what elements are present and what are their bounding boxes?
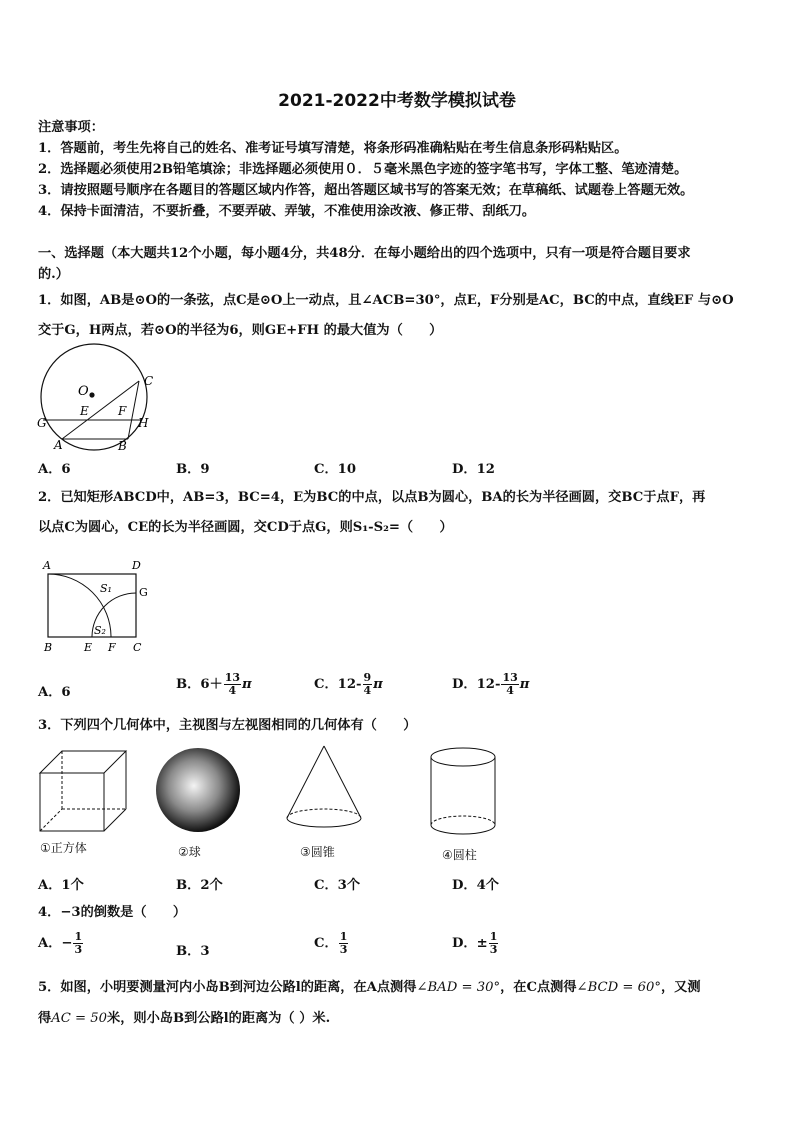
cylinder-top [431, 748, 495, 766]
label-s1: S₁ [100, 582, 112, 595]
q4-option-c[interactable] [314, 931, 349, 956]
option-prefix: 6＋ [200, 677, 223, 692]
caption-cylinder: ④圆柱 [442, 848, 477, 862]
segment-bc [128, 381, 139, 439]
label-s2: S₂ [94, 624, 106, 637]
circle-o [41, 344, 147, 450]
cylinder-figure [428, 745, 500, 841]
label-g: G [139, 586, 148, 599]
length-ac: AC = 50 [51, 1011, 108, 1026]
numerator: 13 [502, 671, 518, 684]
pi-symbol: π [519, 677, 530, 692]
q5-text-part: 得 [38, 1011, 52, 1026]
q5-text-part: 5．如图，小明要测量河内小岛B到河边公路l的距离，在A点测得 [38, 980, 417, 995]
section-heading: 一、选择题（本大题共12个小题，每小题4分，共48分．在每小题给出的四个选项中，只有一项是符合题目要求 [38, 246, 691, 261]
rectangle-abcd [48, 574, 136, 637]
q2-rectangle-figure [38, 556, 158, 658]
label-o: O [78, 384, 89, 399]
q1-option-d[interactable]: D．12 [452, 462, 495, 477]
note-item: 1．答题前，考生先将自己的姓名、准考证号填写清楚，将条形码准确粘贴在考生信息条形码粘贴区。 [38, 141, 628, 156]
q2-option-d[interactable] [452, 672, 529, 697]
angle-bcd: ∠BCD = 60° [576, 980, 661, 995]
label-g: G [37, 416, 47, 430]
cylinder-base-front [431, 825, 495, 834]
fraction [224, 672, 241, 697]
center-point [89, 392, 94, 397]
q4-option-b[interactable]: B．3 [176, 944, 210, 959]
cube-front [40, 773, 104, 831]
fraction [73, 931, 83, 956]
q4-option-d[interactable] [452, 931, 499, 956]
sphere [156, 748, 240, 832]
q5-text-part: ，又测 [661, 980, 701, 995]
q5-text-cont [38, 1010, 758, 1028]
q3-option-d[interactable]: D．4个 [452, 878, 499, 893]
label-e: E [80, 404, 89, 418]
label-e: E [84, 641, 93, 654]
caption-cone: ③圆锥 [300, 845, 335, 859]
denominator: 3 [489, 943, 498, 956]
caption-cube: ①正方体 [40, 841, 87, 855]
option-label: B． [176, 677, 201, 692]
label-d: D [132, 559, 141, 572]
section-heading-cont: 的.） [38, 267, 69, 282]
fraction [339, 931, 349, 956]
denominator: 4 [363, 684, 372, 697]
option-label: C． [314, 936, 338, 951]
option-label: A．− [38, 936, 73, 951]
q5-text-part: 米，则小岛B到公路l的距离为（ ）米. [107, 1011, 331, 1026]
denominator: 3 [339, 943, 348, 956]
notes-heading: 注意事项： [38, 120, 104, 135]
q2-option-b[interactable] [176, 672, 252, 697]
q2-text: 2．已知矩形ABCD中，AB=3，BC=4，E为BC的中点，以点B为圆心，BA的长为半径画圆，交BC于点F，再 [38, 490, 706, 505]
label-c: C [144, 374, 154, 388]
numerator: 1 [339, 930, 348, 943]
numerator: 1 [489, 930, 498, 943]
pi-symbol: π [242, 677, 252, 692]
denominator: 4 [228, 684, 237, 697]
cone-side [287, 746, 324, 818]
numerator: 1 [74, 930, 83, 943]
note-item: 4．保持卡面清洁，不要折叠，不要弄破、弄皱，不准使用涂改液、修正带、刮纸刀。 [38, 204, 536, 219]
cone-base-back [287, 809, 361, 818]
q1-option-c[interactable]: C．10 [314, 462, 357, 477]
denominator: 4 [506, 684, 514, 697]
q2-option-a[interactable]: A．6 [38, 685, 71, 700]
label-a: A [43, 559, 51, 572]
q3-option-a[interactable]: A．1个 [38, 878, 84, 893]
option-label: D．12- [452, 677, 501, 692]
page-title: 2021-2022中考数学模拟试卷 [278, 91, 516, 111]
pi-symbol: π [373, 677, 383, 692]
cube-top [40, 751, 126, 773]
q2-text-cont: 以点C为圆心，CE的长为半径画圆，交CD于点G，则S₁-S₂=（ ） [38, 520, 453, 535]
angle-bad: ∠BAD = 30° [416, 980, 501, 995]
q1-option-b[interactable]: B．9 [176, 462, 210, 477]
q5-text-part: ，在C点测得 [500, 980, 577, 995]
label-b: B [44, 641, 53, 654]
q1-text: 1．如图，AB是⊙O的一条弦，点C是⊙O上一动点，且∠ACB=30°，点E，F分别是AC，BC的中点，直线EF 与⊙O [38, 293, 734, 308]
label-a: A [54, 438, 63, 452]
option-label: C．12- [314, 677, 362, 692]
q1-text-cont: 交于G，H两点，若⊙O的半径为6，则GE+FH 的最大值为（ ） [38, 323, 443, 338]
note-item: 2．选择题必须使用2B铅笔填涂；非选择题必须使用０．５毫米黑色字迹的签字笔书写，字体工整、笔迹清楚。 [38, 162, 688, 177]
cone-figure [284, 744, 366, 834]
option-label: D．± [452, 936, 488, 951]
denominator: 3 [74, 943, 83, 956]
fraction [489, 931, 499, 956]
numerator: 9 [363, 671, 372, 684]
label-h: H [138, 416, 149, 430]
q3-text: 3．下列四个几何体中，主视图与左视图相同的几何体有（ ） [38, 718, 417, 733]
q1-circle-figure [34, 343, 156, 453]
label-f: F [118, 404, 127, 418]
cone-side [324, 746, 361, 818]
label-c: C [133, 641, 142, 654]
q2-option-c[interactable] [314, 672, 383, 697]
q4-option-a[interactable] [38, 931, 84, 956]
fraction [363, 672, 373, 697]
cube-hidden-edge [40, 809, 62, 831]
segment-ac [62, 381, 139, 439]
q1-option-a[interactable]: A．6 [38, 462, 71, 477]
numerator: 13 [224, 671, 241, 684]
note-item: 3．请按照题号顺序在各题目的答题区域内作答，超出答题区域书写的答案无效；在草稿纸、试题卷上答题无效。 [38, 183, 694, 198]
cylinder-base-back [431, 816, 495, 825]
caption-sphere: ②球 [178, 845, 201, 859]
q5-text [38, 979, 758, 997]
cone-base-front [287, 818, 361, 827]
fraction [501, 672, 518, 697]
q3-option-b[interactable]: B．2个 [176, 878, 223, 893]
label-b: B [118, 439, 127, 453]
cube-edge [104, 809, 126, 831]
q3-option-c[interactable]: C．3个 [314, 878, 361, 893]
cube-figure [36, 745, 130, 835]
label-f: F [108, 641, 116, 654]
q4-text: 4．−3的倒数是（ ） [38, 905, 187, 920]
sphere-figure [154, 746, 242, 834]
